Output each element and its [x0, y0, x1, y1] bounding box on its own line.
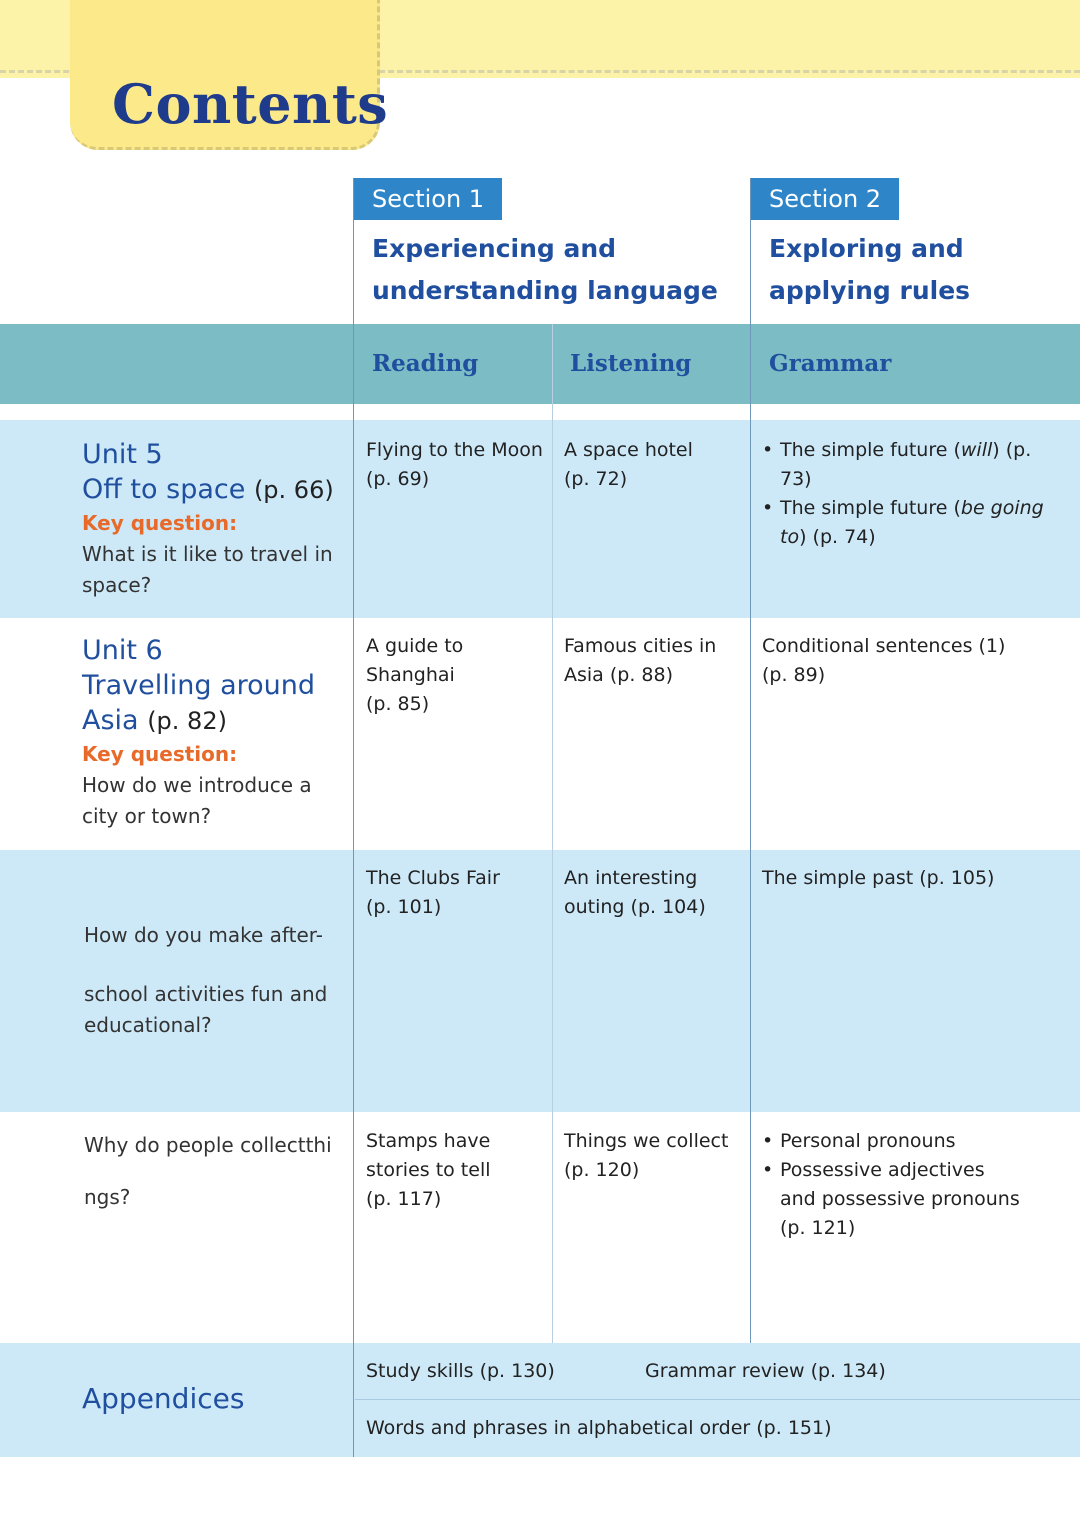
column-grammar: Grammar	[769, 350, 892, 377]
unit5-title-text: Off to space	[82, 474, 246, 505]
unit8-reading-line1: Stamps have	[366, 1130, 491, 1152]
appendices-divider	[355, 1399, 1080, 1400]
unit6-page: (p. 82)	[147, 707, 227, 735]
unit8-grammar-item1: • Personal pronouns	[780, 1127, 1022, 1156]
unit8-question-line2: ngs?	[84, 1185, 131, 1209]
unit5-key-question: What is it like to travel in space?	[82, 542, 333, 597]
unit6-listening-line2: Asia (p. 88)	[564, 664, 673, 686]
appendices-title: Appendices	[82, 1382, 245, 1415]
unit5-listening	[564, 436, 693, 494]
unit6-listening-line1: Famous cities in	[564, 635, 717, 657]
unit6-key-question-label: Key question:	[82, 742, 238, 766]
divider-left	[353, 178, 354, 1457]
unit5-listening-line1: A space hotel	[564, 439, 693, 461]
unit8-reading-line3: (p. 117)	[366, 1188, 442, 1210]
divider-middle	[552, 324, 553, 1343]
unit6-title-text: Travelling around Asia	[82, 670, 316, 736]
unit7-listening-line2: outing (p. 104)	[564, 896, 706, 918]
unit7-listening	[564, 864, 706, 922]
unit5-title	[82, 472, 344, 508]
unit6-label: Unit 6	[82, 635, 163, 666]
unit8-grammar	[762, 1127, 1022, 1243]
unit5-key-question-label: Key question:	[82, 511, 238, 535]
section-2-tab: Section 2	[751, 178, 899, 220]
unit6-reading	[366, 632, 463, 719]
column-header-row	[0, 324, 1080, 404]
unit5-label: Unit 5	[82, 439, 163, 470]
unit5-grammar-item2: • The simple future (be going to) (p. 74)	[780, 494, 1062, 552]
section-1-title	[372, 228, 718, 312]
unit5-reading-line2: (p. 69)	[366, 468, 430, 490]
unit8-reading	[366, 1127, 491, 1214]
section-2-title-line2: applying rules	[769, 276, 971, 305]
page-title: Contents	[112, 72, 389, 136]
divider-right	[750, 178, 751, 1343]
unit6-reading-line1: A guide to	[366, 635, 464, 657]
unit5-reading	[366, 436, 543, 494]
section-1-title-line1: Experiencing and	[372, 234, 617, 263]
unit6-reading-line2: Shanghai	[366, 664, 455, 686]
unit6-title	[82, 668, 344, 739]
unit8-grammar-item2: • Possessive adjectives and possessive pronouns (p. 121)	[780, 1156, 1022, 1243]
unit8-listening	[564, 1127, 728, 1185]
unit6-listening	[564, 632, 716, 690]
unit7-grammar-line1: The simple past (p. 105)	[762, 867, 995, 889]
unit8-listening-line2: (p. 120)	[564, 1159, 640, 1181]
unit8-key-question	[84, 1130, 346, 1213]
unit5-reading-line1: Flying to the Moon	[366, 439, 543, 461]
section-1-tab: Section 1	[354, 178, 502, 220]
unit6-reading-line3: (p. 85)	[366, 693, 430, 715]
unit5-grammar	[762, 436, 1062, 552]
unit8-listening-line1: Things we collect	[564, 1130, 729, 1152]
unit6-grammar-line2: (p. 89)	[762, 664, 826, 686]
unit8-question-line1: Why do people collectthi	[84, 1133, 332, 1157]
unit6-grammar	[762, 632, 1005, 690]
unit7-reading	[366, 864, 500, 922]
column-reading: Reading	[372, 350, 479, 377]
unit8-reading-line2: stories to tell	[366, 1159, 491, 1181]
section-2-title	[769, 228, 970, 312]
appendix-grammar-review[interactable]: Grammar review (p. 134)	[645, 1360, 886, 1382]
unit5-info	[82, 437, 344, 601]
unit7-question-line1: How do you make after-	[84, 923, 323, 947]
unit7-key-question	[84, 920, 346, 1041]
appendix-words-phrases[interactable]: Words and phrases in alphabetical order (p. 151)	[366, 1417, 832, 1439]
unit7-reading-line2: (p. 101)	[366, 896, 442, 918]
unit7-listening-line1: An interesting	[564, 867, 698, 889]
unit5-page: (p. 66)	[253, 476, 334, 504]
section-2-title-line1: Exploring and	[769, 234, 964, 263]
unit6-info	[82, 633, 344, 832]
unit5-grammar-item1: • The simple future (will) (p. 73)	[780, 436, 1062, 494]
unit5-listening-line2: (p. 72)	[564, 468, 628, 490]
unit7-reading-line1: The Clubs Fair	[366, 867, 500, 889]
unit7-grammar	[762, 864, 994, 893]
unit6-grammar-line1: Conditional sentences (1)	[762, 635, 1006, 657]
unit7-question-line3: educational?	[84, 1013, 212, 1037]
column-listening: Listening	[570, 350, 692, 377]
unit6-key-question: How do we introduce a city or town?	[82, 773, 312, 828]
unit7-question-line2: school activities fun and	[84, 982, 328, 1006]
section-1-title-line2: understanding language	[372, 276, 718, 305]
appendix-study-skills[interactable]: Study skills (p. 130)	[366, 1360, 555, 1382]
